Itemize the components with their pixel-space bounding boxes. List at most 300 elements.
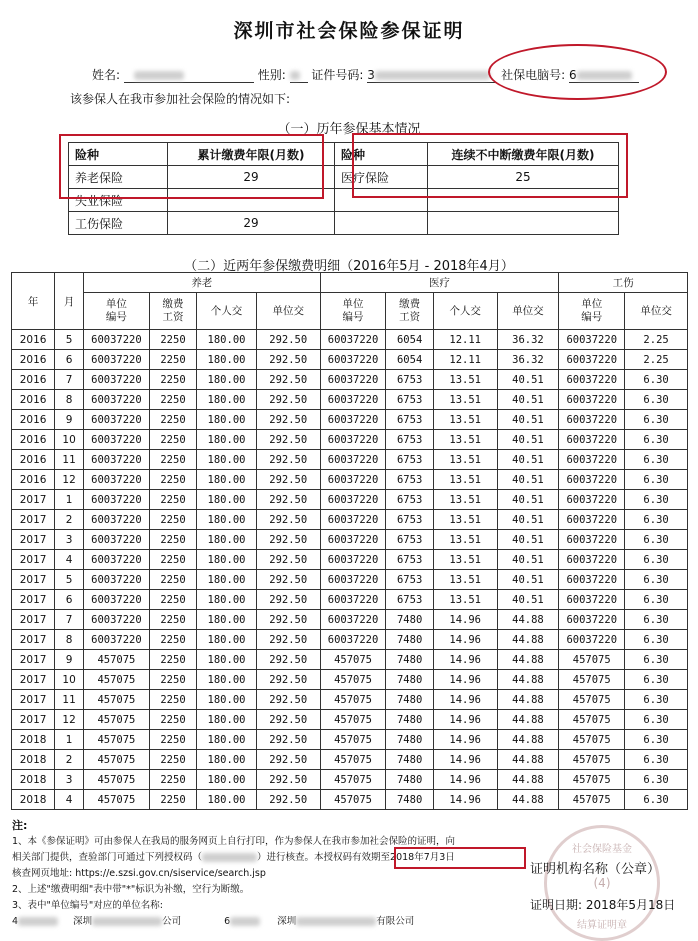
detail-subheader: 单位 编号 — [559, 293, 625, 330]
detail-cell: 457075 — [320, 730, 386, 750]
col-year-header: 年 — [12, 273, 55, 330]
note-line: 3、表中"单位编号"对应的单位名称: — [12, 900, 163, 911]
detail-cell: 6.30 — [625, 430, 688, 450]
detail-cell: 6.30 — [625, 470, 688, 490]
detail-cell: 60037220 — [559, 350, 625, 370]
detail-row — [12, 650, 688, 670]
detail-cell: 8 — [55, 630, 84, 650]
detail-cell: 40.51 — [497, 450, 559, 470]
detail-cell: 457075 — [320, 670, 386, 690]
detail-cell: 14.96 — [433, 770, 497, 790]
detail-cell: 9 — [55, 410, 84, 430]
pc-number-label: 社保电脑号: — [501, 68, 566, 82]
detail-cell: 2018 — [12, 730, 55, 750]
detail-cell: 2017 — [12, 610, 55, 630]
detail-cell: 60037220 — [84, 350, 150, 370]
detail-cell: 60037220 — [559, 370, 625, 390]
detail-cell: 180.00 — [197, 450, 257, 470]
detail-subheader: 单位交 — [625, 293, 688, 330]
medical-group-header: 医疗 — [320, 273, 559, 293]
detail-cell: 44.88 — [497, 630, 559, 650]
note-line: 相关部门提供，查验部门可通过下列授权码（ ）进行核查。本授权码有效期至2018年7月3日 — [12, 852, 455, 863]
detail-cell: 9 — [55, 650, 84, 670]
detail-cell: 7480 — [386, 670, 433, 690]
detail-row — [12, 710, 688, 730]
detail-cell: 44.88 — [497, 610, 559, 630]
detail-cell: 3 — [55, 530, 84, 550]
detail-cell: 457075 — [559, 650, 625, 670]
detail-cell: 457075 — [320, 770, 386, 790]
injury-group-header: 工伤 — [559, 273, 688, 293]
detail-cell: 457075 — [320, 710, 386, 730]
detail-cell: 7480 — [386, 690, 433, 710]
detail-row — [12, 350, 688, 370]
detail-cell: 5 — [55, 570, 84, 590]
detail-cell: 2250 — [149, 410, 196, 430]
detail-cell: 2 — [55, 510, 84, 530]
detail-row — [12, 330, 688, 350]
detail-cell: 6.30 — [625, 570, 688, 590]
detail-cell: 60037220 — [84, 490, 150, 510]
detail-cell: 60037220 — [320, 630, 386, 650]
detail-cell: 60037220 — [84, 570, 150, 590]
detail-cell: 6.30 — [625, 770, 688, 790]
detail-cell: 60037220 — [559, 490, 625, 510]
detail-cell: 2250 — [149, 630, 196, 650]
history-cell: 25 — [428, 166, 619, 189]
detail-cell: 7480 — [386, 750, 433, 770]
detail-cell: 2250 — [149, 350, 196, 370]
detail-cell: 180.00 — [197, 410, 257, 430]
gender-label: 性别: — [257, 68, 286, 82]
detail-cell: 2250 — [149, 670, 196, 690]
gender-value — [290, 68, 308, 83]
detail-cell: 60037220 — [559, 390, 625, 410]
detail-cell: 11 — [55, 690, 84, 710]
detail-cell: 6753 — [386, 590, 433, 610]
detail-cell: 2016 — [12, 370, 55, 390]
detail-cell: 11 — [55, 450, 84, 470]
detail-cell: 60037220 — [320, 370, 386, 390]
detail-cell: 40.51 — [497, 530, 559, 550]
detail-cell: 44.88 — [497, 650, 559, 670]
detail-cell: 60037220 — [84, 610, 150, 630]
detail-cell: 292.50 — [256, 370, 320, 390]
detail-cell: 6753 — [386, 490, 433, 510]
detail-cell: 180.00 — [197, 530, 257, 550]
detail-cell: 13.51 — [433, 370, 497, 390]
detail-cell: 6 — [55, 590, 84, 610]
detail-cell: 2250 — [149, 570, 196, 590]
history-cell: 工伤保险 — [69, 212, 168, 235]
detail-cell: 2250 — [149, 590, 196, 610]
detail-cell: 180.00 — [197, 510, 257, 530]
detail-cell: 180.00 — [197, 650, 257, 670]
detail-cell: 60037220 — [559, 610, 625, 630]
history-cell — [428, 212, 619, 235]
detail-cell: 2250 — [149, 510, 196, 530]
detail-row — [12, 510, 688, 530]
detail-cell: 2016 — [12, 410, 55, 430]
detail-cell: 60037220 — [84, 470, 150, 490]
history-cell — [335, 212, 428, 235]
detail-cell: 40.51 — [497, 570, 559, 590]
detail-subheader: 单位交 — [256, 293, 320, 330]
detail-cell: 2250 — [149, 370, 196, 390]
detail-cell: 2016 — [12, 450, 55, 470]
detail-cell: 292.50 — [256, 510, 320, 530]
detail-cell: 5 — [55, 330, 84, 350]
detail-cell: 6054 — [386, 350, 433, 370]
detail-row — [12, 630, 688, 650]
detail-cell: 180.00 — [197, 750, 257, 770]
detail-row — [12, 590, 688, 610]
detail-cell: 6753 — [386, 390, 433, 410]
pension-group-header: 养老 — [84, 273, 321, 293]
detail-cell: 457075 — [84, 710, 150, 730]
detail-subheader: 缴费 工资 — [386, 293, 433, 330]
detail-row — [12, 410, 688, 430]
detail-cell: 6054 — [386, 330, 433, 350]
detail-cell: 180.00 — [197, 790, 257, 810]
detail-cell: 14.96 — [433, 750, 497, 770]
detail-cell: 292.50 — [256, 730, 320, 750]
detail-cell: 2017 — [12, 670, 55, 690]
detail-cell: 292.50 — [256, 410, 320, 430]
detail-cell: 2017 — [12, 490, 55, 510]
note-line: 2、上述"缴费明细"表中带"*"标识为补缴，空行为断缴。 — [12, 884, 250, 895]
detail-cell: 180.00 — [197, 690, 257, 710]
detail-cell: 60037220 — [559, 330, 625, 350]
detail-subheader: 个人交 — [433, 293, 497, 330]
detail-cell: 2250 — [149, 690, 196, 710]
detail-cell: 60037220 — [320, 550, 386, 570]
id-value: 3 — [367, 68, 497, 83]
detail-subheader-row — [12, 293, 688, 330]
detail-cell: 12.11 — [433, 330, 497, 350]
detail-cell: 60037220 — [84, 370, 150, 390]
detail-cell: 457075 — [320, 750, 386, 770]
detail-cell: 6.30 — [625, 630, 688, 650]
detail-row — [12, 430, 688, 450]
detail-cell: 292.50 — [256, 630, 320, 650]
detail-cell: 2018 — [12, 770, 55, 790]
detail-cell: 292.50 — [256, 790, 320, 810]
detail-cell: 60037220 — [84, 630, 150, 650]
detail-cell: 2017 — [12, 570, 55, 590]
detail-cell: 60037220 — [320, 350, 386, 370]
detail-cell: 13.51 — [433, 490, 497, 510]
detail-cell: 2017 — [12, 550, 55, 570]
detail-cell: 60037220 — [320, 330, 386, 350]
detail-cell: 292.50 — [256, 390, 320, 410]
detail-cell: 292.50 — [256, 770, 320, 790]
issuer-label: 证明机构名称（公章） — [530, 862, 661, 877]
detail-row — [12, 770, 688, 790]
detail-cell: 457075 — [320, 690, 386, 710]
pension-highlight-box — [59, 134, 324, 199]
detail-cell: 292.50 — [256, 750, 320, 770]
detail-row — [12, 610, 688, 630]
detail-row — [12, 730, 688, 750]
detail-cell: 60037220 — [320, 530, 386, 550]
detail-cell: 292.50 — [256, 550, 320, 570]
detail-cell: 6753 — [386, 530, 433, 550]
detail-cell: 14.96 — [433, 790, 497, 810]
detail-cell: 180.00 — [197, 710, 257, 730]
detail-cell: 180.00 — [197, 490, 257, 510]
detail-cell: 14.96 — [433, 650, 497, 670]
detail-cell: 60037220 — [320, 570, 386, 590]
detail-cell: 7480 — [386, 650, 433, 670]
detail-cell: 2016 — [12, 390, 55, 410]
detail-cell: 44.88 — [497, 690, 559, 710]
detail-cell: 457075 — [559, 750, 625, 770]
detail-cell: 40.51 — [497, 390, 559, 410]
detail-cell: 2017 — [12, 710, 55, 730]
detail-cell: 292.50 — [256, 590, 320, 610]
detail-cell: 40.51 — [497, 370, 559, 390]
detail-cell: 44.88 — [497, 710, 559, 730]
detail-cell: 457075 — [559, 710, 625, 730]
detail-cell: 7480 — [386, 710, 433, 730]
detail-cell: 457075 — [84, 770, 150, 790]
detail-cell: 2016 — [12, 350, 55, 370]
document-title: 深圳市社会保险参保证明 — [233, 20, 465, 42]
detail-cell: 60037220 — [84, 550, 150, 570]
detail-cell: 6.30 — [625, 530, 688, 550]
detail-cell: 40.51 — [497, 490, 559, 510]
detail-cell: 2250 — [149, 730, 196, 750]
detail-cell: 10 — [55, 670, 84, 690]
detail-cell: 292.50 — [256, 650, 320, 670]
detail-cell: 6.30 — [625, 510, 688, 530]
detail-cell: 180.00 — [197, 590, 257, 610]
detail-cell: 7480 — [386, 610, 433, 630]
detail-cell: 60037220 — [320, 470, 386, 490]
detail-row — [12, 490, 688, 510]
detail-cell: 180.00 — [197, 770, 257, 790]
detail-cell: 6.30 — [625, 710, 688, 730]
detail-cell: 60037220 — [84, 510, 150, 530]
detail-cell: 2016 — [12, 430, 55, 450]
history-cell: 29 — [168, 212, 335, 235]
detail-cell: 2250 — [149, 530, 196, 550]
history-header: 累计缴费年限(月数) — [168, 143, 335, 166]
detail-subheader: 个人交 — [197, 293, 257, 330]
detail-cell: 60037220 — [320, 510, 386, 530]
detail-cell: 7480 — [386, 790, 433, 810]
detail-cell: 60037220 — [559, 450, 625, 470]
unit-names-line: 4 深圳 公司 6 深圳 有限公司 — [12, 916, 415, 927]
detail-cell: 6.30 — [625, 610, 688, 630]
detail-cell: 2017 — [12, 510, 55, 530]
detail-row — [12, 550, 688, 570]
detail-cell: 40.51 — [497, 470, 559, 490]
detail-cell: 60037220 — [559, 470, 625, 490]
history-cell: 医疗保险 — [335, 166, 428, 189]
detail-cell: 2017 — [12, 690, 55, 710]
detail-cell: 6.30 — [625, 730, 688, 750]
detail-cell: 60037220 — [559, 590, 625, 610]
detail-cell: 60037220 — [559, 630, 625, 650]
detail-cell: 2.25 — [625, 350, 688, 370]
history-cell: 29 — [168, 166, 335, 189]
history-row — [69, 212, 619, 235]
detail-subheader: 单位 编号 — [84, 293, 150, 330]
detail-cell: 13.51 — [433, 470, 497, 490]
detail-cell: 457075 — [559, 670, 625, 690]
detail-row — [12, 450, 688, 470]
detail-cell: 2250 — [149, 710, 196, 730]
detail-row — [12, 470, 688, 490]
detail-cell: 180.00 — [197, 430, 257, 450]
detail-cell: 7 — [55, 610, 84, 630]
detail-row — [12, 570, 688, 590]
detail-cell: 6753 — [386, 550, 433, 570]
detail-cell: 2018 — [12, 750, 55, 770]
detail-cell: 60037220 — [84, 390, 150, 410]
detail-cell: 2250 — [149, 790, 196, 810]
detail-body — [12, 330, 688, 810]
detail-cell: 6.30 — [625, 690, 688, 710]
detail-cell: 457075 — [559, 730, 625, 750]
detail-cell: 180.00 — [197, 570, 257, 590]
detail-cell: 44.88 — [497, 790, 559, 810]
detail-cell: 6.30 — [625, 450, 688, 470]
detail-cell: 1 — [55, 730, 84, 750]
verify-url: 核查网页地址: https://e.szsi.gov.cn/siservice/search.jsp — [12, 868, 266, 879]
detail-cell: 60037220 — [559, 550, 625, 570]
detail-cell: 292.50 — [256, 690, 320, 710]
detail-cell: 6753 — [386, 410, 433, 430]
detail-cell: 292.50 — [256, 350, 320, 370]
detail-cell: 6.30 — [625, 650, 688, 670]
detail-cell: 2017 — [12, 590, 55, 610]
detail-cell: 292.50 — [256, 710, 320, 730]
id-label: 证件号码: — [311, 68, 364, 82]
col-month-header: 月 — [55, 273, 84, 330]
detail-cell: 292.50 — [256, 430, 320, 450]
detail-cell: 13.51 — [433, 570, 497, 590]
detail-cell: 292.50 — [256, 670, 320, 690]
detail-cell: 2018 — [12, 790, 55, 810]
detail-cell: 292.50 — [256, 570, 320, 590]
detail-cell: 12 — [55, 470, 84, 490]
detail-cell: 292.50 — [256, 470, 320, 490]
detail-cell: 6753 — [386, 430, 433, 450]
detail-cell: 14.96 — [433, 730, 497, 750]
detail-cell: 457075 — [84, 750, 150, 770]
note-line: 1、本《参保证明》可由参保人在我局的服务网页上自行打印，作为参保人在我市参加社会保险的证明，向 — [12, 836, 456, 847]
intro-text: 该参保人在我市参加社会保险的情况如下: — [70, 92, 291, 106]
detail-cell: 12 — [55, 710, 84, 730]
detail-cell: 60037220 — [320, 410, 386, 430]
detail-cell: 180.00 — [197, 350, 257, 370]
detail-cell: 6753 — [386, 370, 433, 390]
detail-row — [12, 370, 688, 390]
detail-cell: 2.25 — [625, 330, 688, 350]
detail-cell: 180.00 — [197, 730, 257, 750]
detail-cell: 7480 — [386, 770, 433, 790]
detail-cell: 180.00 — [197, 670, 257, 690]
detail-cell: 2250 — [149, 470, 196, 490]
validity-highlight-box — [394, 847, 526, 869]
detail-cell: 6.30 — [625, 790, 688, 810]
detail-cell: 60037220 — [320, 430, 386, 450]
detail-cell: 2017 — [12, 630, 55, 650]
detail-cell: 14.96 — [433, 610, 497, 630]
detail-cell: 44.88 — [497, 750, 559, 770]
detail-cell: 2250 — [149, 450, 196, 470]
detail-cell: 60037220 — [320, 490, 386, 510]
detail-cell: 6.30 — [625, 370, 688, 390]
detail-cell: 457075 — [84, 650, 150, 670]
detail-cell: 4 — [55, 550, 84, 570]
detail-cell: 6.30 — [625, 590, 688, 610]
detail-cell: 6.30 — [625, 750, 688, 770]
detail-cell: 6.30 — [625, 670, 688, 690]
detail-cell: 2250 — [149, 650, 196, 670]
issue-date: 证明日期: 2018年5月18日 — [530, 898, 676, 912]
detail-cell: 60037220 — [84, 330, 150, 350]
detail-cell: 40.51 — [497, 550, 559, 570]
detail-cell: 180.00 — [197, 390, 257, 410]
detail-cell: 13.51 — [433, 410, 497, 430]
section1-heading: （一）历年参保基本情况 — [277, 122, 421, 137]
detail-cell: 60037220 — [320, 390, 386, 410]
history-cell: 养老保险 — [69, 166, 168, 189]
detail-row — [12, 750, 688, 770]
detail-row — [12, 390, 688, 410]
detail-cell: 6 — [55, 350, 84, 370]
detail-cell: 60037220 — [320, 590, 386, 610]
detail-cell: 60037220 — [559, 510, 625, 530]
detail-cell: 292.50 — [256, 330, 320, 350]
detail-cell: 6.30 — [625, 550, 688, 570]
detail-cell: 292.50 — [256, 530, 320, 550]
detail-cell: 14.96 — [433, 690, 497, 710]
detail-cell: 2250 — [149, 750, 196, 770]
detail-cell: 2250 — [149, 430, 196, 450]
history-cell: 失业保险 — [69, 189, 168, 212]
detail-cell: 36.32 — [497, 330, 559, 350]
official-seal: 社会保险基金 (4) 结算证明章 — [544, 825, 660, 941]
detail-cell: 60037220 — [559, 430, 625, 450]
detail-cell: 14.96 — [433, 710, 497, 730]
detail-cell: 8 — [55, 390, 84, 410]
detail-row — [12, 670, 688, 690]
detail-cell: 36.32 — [497, 350, 559, 370]
detail-cell: 6753 — [386, 450, 433, 470]
detail-cell: 180.00 — [197, 370, 257, 390]
detail-subheader: 单位交 — [497, 293, 559, 330]
detail-cell: 40.51 — [497, 430, 559, 450]
detail-cell: 2250 — [149, 610, 196, 630]
detail-cell: 2250 — [149, 490, 196, 510]
detail-cell: 2250 — [149, 330, 196, 350]
detail-subheader: 单位 编号 — [320, 293, 386, 330]
detail-cell: 44.88 — [497, 770, 559, 790]
detail-cell: 44.88 — [497, 730, 559, 750]
detail-cell: 6753 — [386, 510, 433, 530]
detail-cell: 6.30 — [625, 410, 688, 430]
pc-number-highlight — [488, 44, 667, 100]
detail-cell: 13.51 — [433, 590, 497, 610]
detail-cell: 2250 — [149, 550, 196, 570]
detail-cell: 13.51 — [433, 510, 497, 530]
detail-cell: 7 — [55, 370, 84, 390]
